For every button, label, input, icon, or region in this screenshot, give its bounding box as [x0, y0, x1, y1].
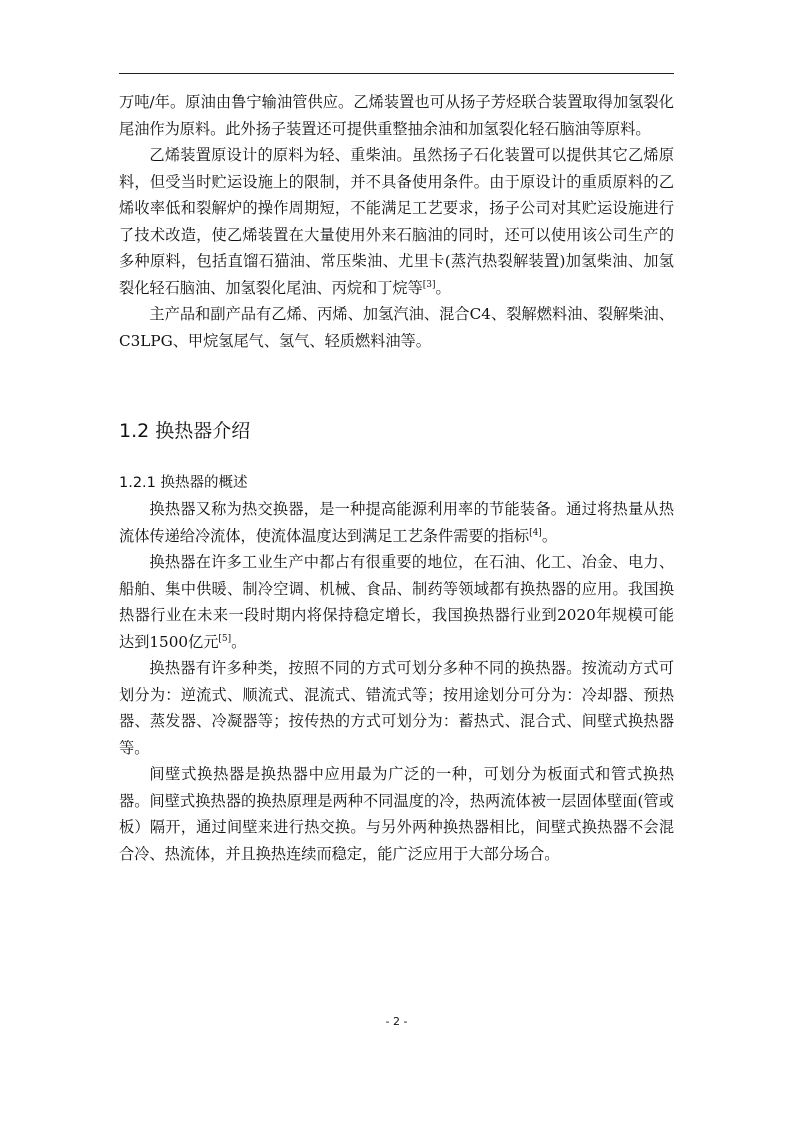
- paragraph-intro-2: 乙烯装置原设计的原料为轻、重柴油。虽然扬子石化装置可以提供其它乙烯原料，但受当时贮运设施上的限制，并不具备使用条件。由于原设计的重质原料的乙烯收率低和裂解炉的操作周期短，不能满足工艺要求，扬子公司对其贮运设施进行了技术改造，使乙烯装置在大量使用外来石脑油的同时，还可以使用该公司生产的多种原料，包括直馏石猫油、常压柴油、尤里卡(蒸汽热裂解装置)加氢柴油、加氢裂化轻石脑油、加氢裂化尾油、丙烷和丁烷等[3]。: [119, 146, 674, 297]
- paragraph-intro-1: 万吨/年。原油由鲁宁输油管供应。乙烯装置也可从扬子芳烃联合装置取得加氢裂化尾油作为原料。此外扬子装置还可提供重整抽余油和加氢裂化轻石脑油等原料。: [119, 93, 674, 138]
- paragraph-section-3: 换热器有许多种类，按照不同的方式可划分多种不同的换热器。按流动方式可划分为：逆流式、顺流式、混流式、错流式等；按用途划分可分为：冷却器、预热器、蒸发器、冷凝器等；按传热的方式可划分为：蓄热式、混合式、间壁式换热器等。: [119, 659, 674, 757]
- paragraph-section-1: 换热器又称为热交换器，是一种提高能源利用率的节能装备。通过将热量从热流体传递给冷流体，使流体温度达到满足工艺条件需要的指标[4]。: [119, 500, 674, 545]
- paragraph-section-4: 间壁式换热器是换热器中应用最为广泛的一种，可划分为板面式和管式换热器。间壁式换热器的换热原理是两种不同温度的冷，热两流体被一层固体壁面(管或板）隔开，通过间壁来进行热交换。与另外两种换热器相比，间壁式换热器不会混合冷、热流体，并且换热连续而稳定，能广泛应用于大部分场合。: [119, 765, 674, 863]
- header-rule: [119, 73, 674, 74]
- citation-ref: [4]: [529, 527, 542, 538]
- page-number: - 2 -: [385, 1015, 408, 1028]
- page-body: [119, 89, 674, 867]
- paragraph-intro-3: 主产品和副产品有乙烯、丙烯、加氢汽油、混合C4、裂解燃料油、裂解柴油、C3LPG、甲烷氢尾气、氢气、轻质燃料油等。: [119, 305, 674, 350]
- citation-ref: [5]: [218, 633, 232, 644]
- paragraph-section-2: 换热器在许多工业生产中都占有很重要的地位，在石油、化工、冶金、电力、船舶、集中供暖、制冷空调、机械、食品、制药等领域都有换热器的应用。我国换热器行业在未来一段时期内将保持稳定增长，我国换热器行业到2020年规模可能达到1500亿元[5]。: [119, 553, 674, 651]
- subsection-title: 1.2.1 换热器的概述: [119, 475, 248, 491]
- citation-ref: [3]: [422, 279, 436, 290]
- section-title: 1.2 换热器介绍: [119, 420, 251, 442]
